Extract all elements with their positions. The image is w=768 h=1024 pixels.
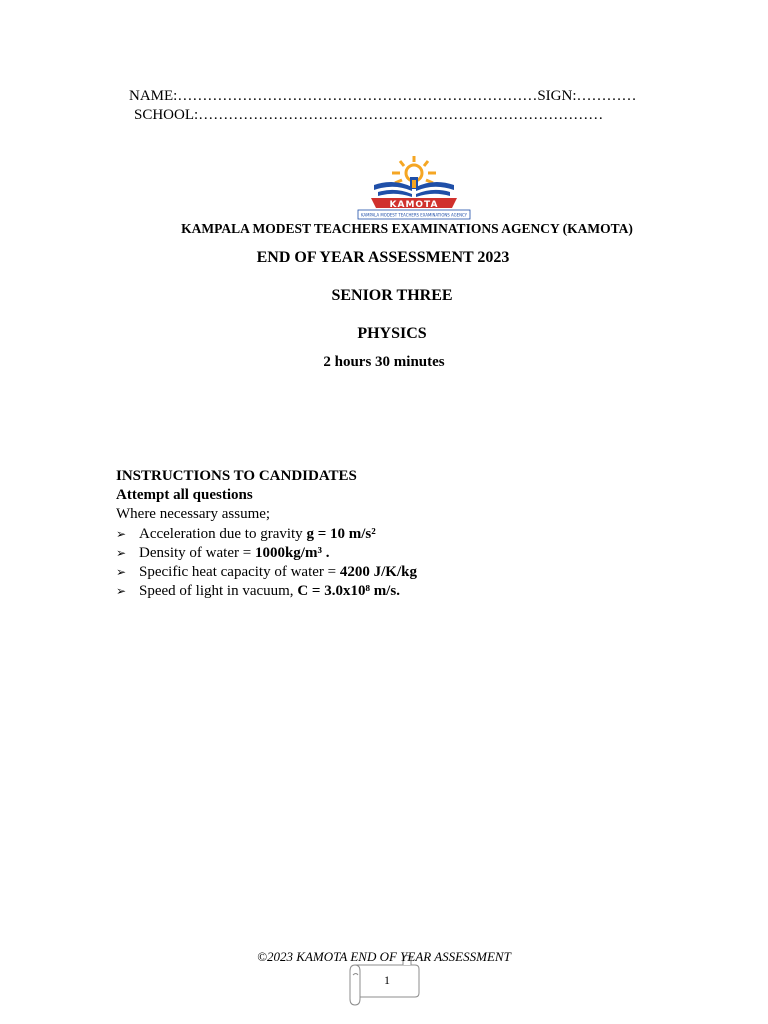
assume-instruction: Where necessary assume; — [116, 506, 271, 522]
constant-label: Density of water = — [139, 545, 255, 561]
footer-copyright: ©2023 KAMOTA END OF YEAR ASSESSMENT — [257, 949, 511, 964]
constant-value: 1000kg/m³ . — [254, 545, 330, 561]
arrowhead-bullet-icon: ➢ — [116, 546, 127, 560]
list-item — [116, 525, 417, 544]
constant-value: 4200 J/K/kg — [339, 564, 417, 580]
logo-wordmark: KAMOTA — [389, 200, 439, 210]
instructions-heading: INSTRUCTIONS TO CANDIDATES — [116, 468, 357, 484]
logo-tagline: KAMPALA MODEST TEACHERS EXAMINATIONS AGENCY — [361, 212, 468, 218]
exam-duration: 2 hours 30 minutes — [323, 354, 445, 370]
arrowhead-bullet-icon: ➢ — [116, 527, 127, 541]
constant-label: Speed of light in vacuum, — [139, 583, 298, 599]
school-label: SCHOOL: — [134, 107, 199, 123]
subject-title: PHYSICS — [357, 325, 427, 342]
constant-value: C = 3.0x10⁸ m/s. — [297, 583, 400, 599]
book-icon — [374, 177, 454, 197]
agency-title: KAMPALA MODEST TEACHERS EXAMINATIONS AGENCY (KAMOTA) — [181, 221, 633, 236]
arrowhead-bullet-icon: ➢ — [116, 565, 127, 579]
sign-label: SIGN: — [537, 88, 577, 104]
constant-label: Acceleration due to gravity — [139, 526, 307, 542]
name-label: NAME: — [129, 88, 178, 104]
sign-dots: ………… — [576, 88, 637, 104]
arrowhead-bullet-icon: ➢ — [116, 584, 127, 598]
attempt-instruction: Attempt all questions — [116, 487, 253, 503]
kamota-logo — [355, 154, 473, 220]
school-dots: ……………………………………………………………………… — [198, 107, 604, 123]
class-title: SENIOR THREE — [331, 287, 453, 304]
name-field-line — [129, 88, 637, 105]
list-item — [116, 563, 417, 582]
list-item — [116, 582, 417, 601]
page-number: 1 — [384, 973, 390, 987]
exam-title: END OF YEAR ASSESSMENT 2023 — [256, 249, 510, 266]
constant-value: g = 10 m/s² — [306, 526, 376, 542]
constant-label: Specific heat capacity of water = — [139, 564, 340, 580]
list-item — [116, 544, 417, 563]
name-dots: ……………………………………………………………… — [177, 88, 538, 104]
school-field-line — [134, 107, 603, 124]
constants-list — [116, 525, 417, 601]
